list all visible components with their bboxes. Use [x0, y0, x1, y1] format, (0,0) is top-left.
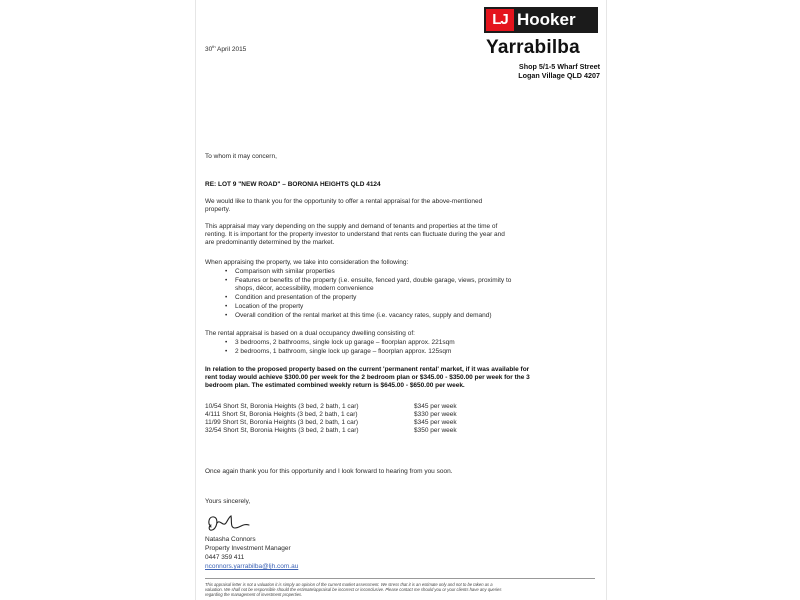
disclaimer [205, 582, 595, 598]
comparable-rent: $345 per week [414, 419, 457, 426]
footer-divider [205, 578, 595, 579]
signature-image [205, 513, 260, 537]
consideration-item: • Condition and presentation of the property [235, 294, 356, 302]
disclaimer-line: regarding the management of investment properties. [205, 592, 303, 598]
signatory-title: Property Investment Manager [205, 545, 291, 552]
letter-date: 30th April 2015 [205, 44, 247, 54]
dwelling-item: • 3 bedrooms, 2 bathrooms, single lock up garage – floorplan approx. 221sqm [235, 339, 455, 347]
para-1-line-1: We would like to thank you for the opportunity to offer a rental appraisal for the above-mentioned [205, 198, 483, 205]
para-1-line-2: property. [205, 206, 231, 213]
consideration-item-cont: shops, décor, accessibility, modern convenience [235, 285, 374, 292]
para-2-line-1: This appraisal may vary depending on the supply and demand of tenants and properties at the time of [205, 223, 498, 230]
dwelling-intro: The rental appraisal is based on a dual occupancy dwelling consisting of: [205, 330, 415, 337]
consideration-item: • Features or benefits of the property (i.e. ensuite, fenced yard, double garage, views, proximity to [235, 277, 511, 285]
comparable-address: 32/54 Short St, Boronia Heights (3 bed, 2 bath, 1 car) [205, 427, 359, 434]
comparable-rent: $330 per week [414, 411, 457, 418]
disclaimer-line: valuation. We shall not be responsible should the estimate/appraisal be incorrect or inconclusive. Please contact me should you or your clients have any queries [205, 587, 502, 593]
signatory-email-link[interactable]: nconnors.yarrabilba@ljh.com.au [205, 563, 299, 570]
consideration-item: • Comparison with similar properties [235, 268, 335, 276]
office-name: Yarrabilba [486, 37, 580, 58]
dwelling-item: • 2 bedrooms, 1 bathroom, single lock up garage – floorplan approx. 125sqm [235, 348, 451, 356]
re-line: RE: LOT 9 "NEW ROAD" – BORONIA HEIGHTS QLD 4124 [205, 181, 381, 188]
address-line-2: Logan Village QLD 4207 [518, 71, 600, 80]
sign-off: Yours sincerely, [205, 498, 251, 505]
estimate-line-2: rent today would achieve $300.00 per week for the 2 bedroom plan or $345.00 - $350.00 per week for the 3 [205, 374, 530, 381]
para-2-line-2: renting. It is important for the property investor to understand that rents can fluctuate during the year and [205, 231, 505, 238]
comparable-address: 4/111 Short St, Boronia Heights (3 bed, 2 bath, 1 car) [205, 411, 358, 418]
consideration-item: • Overall condition of the rental market at this time (i.e. vacancy rates, supply and demand) [235, 312, 492, 320]
logo-wordmark: Hooker [517, 10, 576, 29]
comparable-rent: $350 per week [414, 427, 457, 434]
salutation: To whom it may concern, [205, 153, 277, 160]
signatory-name: Natasha Connors [205, 536, 256, 543]
comparable-rent: $345 per week [414, 403, 457, 410]
lj-hooker-logo [484, 7, 598, 33]
disclaimer-line: This appraisal letter is not a valuation it is simply an opinion of the current market assessment. We stress that it is an estimate only and not to be taken as a [205, 582, 493, 587]
considerations-intro: When appraising the property, we take into consideration the following: [205, 259, 409, 266]
address-line-1: Shop 5/1-5 Wharf Street [518, 62, 600, 71]
para-2-line-3: are predominantly determined by the market. [205, 239, 335, 246]
consideration-item: • Location of the property [235, 303, 303, 311]
estimate-line-1: In relation to the proposed property based on the current 'permanent rental' market, if it was available for [205, 366, 530, 373]
comparable-address: 11/99 Short St, Boronia Heights (3 bed, 2 bath, 1 car) [205, 419, 359, 426]
estimate-line-3: bedroom plan. The estimated combined weekly return is $645.00 - $650.00 per week. [205, 382, 465, 389]
closing-line: Once again thank you for this opportunity and I look forward to hearing from you soon. [205, 468, 453, 475]
logo-lj-mark: LJ [486, 9, 514, 31]
comparable-address: 10/54 Short St, Boronia Heights (3 bed, 2 bath, 1 car) [205, 403, 359, 410]
signatory-phone: 0447 359 411 [205, 554, 245, 561]
